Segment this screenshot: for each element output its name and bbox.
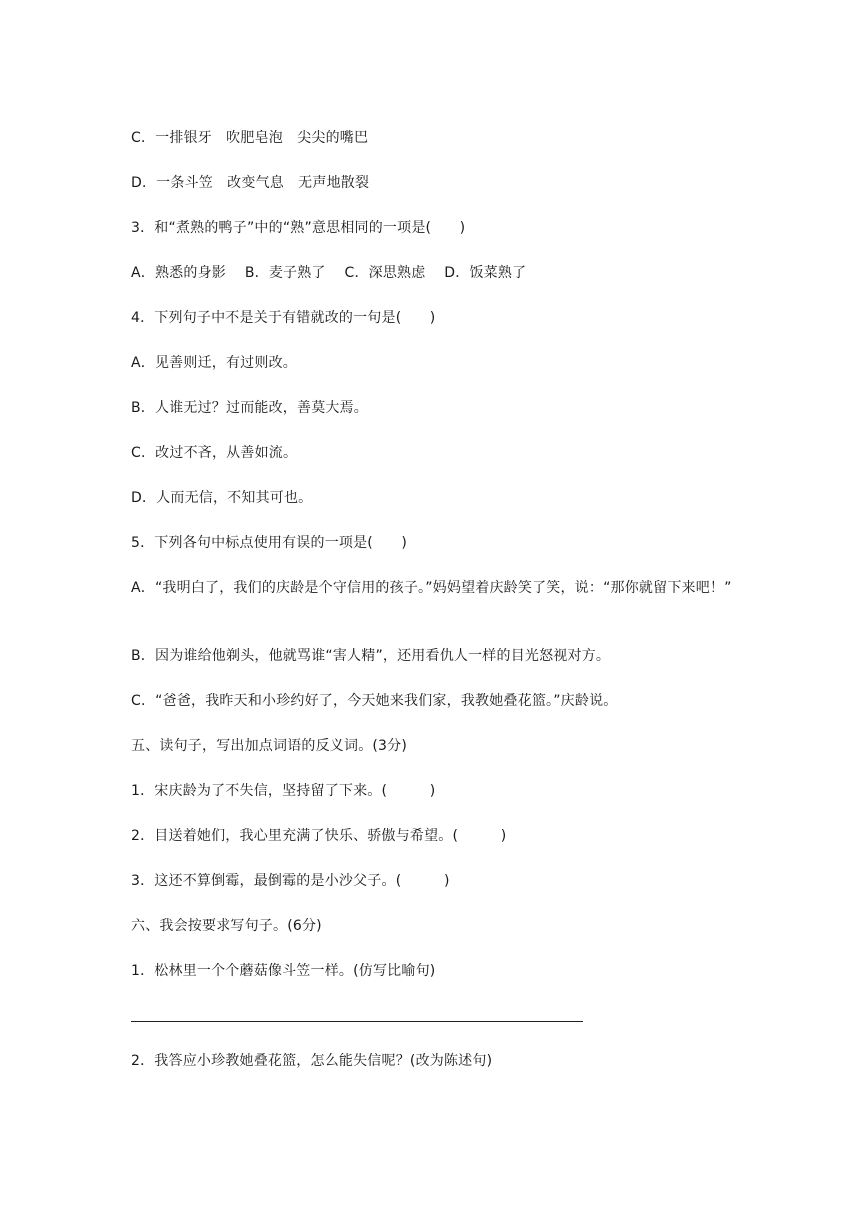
- section-6-heading: 六、我会按要求写句子。(6分): [131, 918, 322, 934]
- section-5-heading: 五、读句子，写出加点词语的反义词。(3分): [131, 738, 408, 754]
- section-5-item-1: 1．宋庆龄为了不失信，坚持留了下来。( ): [131, 783, 436, 799]
- question-5-option-b: B．因为谁给他剃头，他就骂谁“害人精”，还用看仇人一样的目光怒视对方。: [131, 648, 611, 664]
- question-5-option-c: C．“爸爸，我昨天和小珍约好了，今天她来我们家，我教她叠花篮。”庆龄说。: [131, 693, 618, 709]
- question-3-options: A．熟悉的身影 B．麦子熟了 C．深思熟虑 D．饭菜熟了: [131, 265, 527, 281]
- question-4: 4．下列句子中不是关于有错就改的一句是( ): [131, 310, 436, 326]
- question-4-option-a: A．见善则迁，有过则改。: [131, 355, 297, 371]
- section-6-item-1: 1．松林里一个个蘑菇像斗笠一样。(仿写比喻句): [131, 963, 436, 979]
- question-4-option-b: B．人谁无过？过而能改，善莫大焉。: [131, 400, 369, 416]
- answer-blank-line[interactable]: [131, 1021, 583, 1022]
- option-c-word-groups: C．一排银牙 吹肥皂泡 尖尖的嘴巴: [131, 130, 369, 146]
- option-d-word-groups: D．一条斗笠 改变气息 无声地散裂: [131, 175, 370, 191]
- question-4-option-d: D．人而无信，不知其可也。: [131, 490, 313, 506]
- section-5-item-2: 2．目送着她们，我心里充满了快乐、骄傲与希望。( ): [131, 828, 507, 844]
- section-5-item-3: 3．这还不算倒霉，最倒霉的是小沙父子。( ): [131, 873, 450, 889]
- question-4-option-c: C．改过不吝，从善如流。: [131, 445, 298, 461]
- question-5: 5．下列各句中标点使用有误的一项是( ): [131, 535, 408, 551]
- question-3: 3．和“煮熟的鸭子”中的“熟”意思相同的一项是( ): [131, 220, 466, 236]
- question-5-option-a: A．“我明白了，我们的庆龄是个守信用的孩子。”妈妈望着庆龄笑了笑，说：“那你就留下来吧！”: [131, 580, 732, 596]
- section-6-item-2: 2．我答应小珍教她叠花篮，怎么能失信呢？(改为陈述句): [131, 1053, 493, 1069]
